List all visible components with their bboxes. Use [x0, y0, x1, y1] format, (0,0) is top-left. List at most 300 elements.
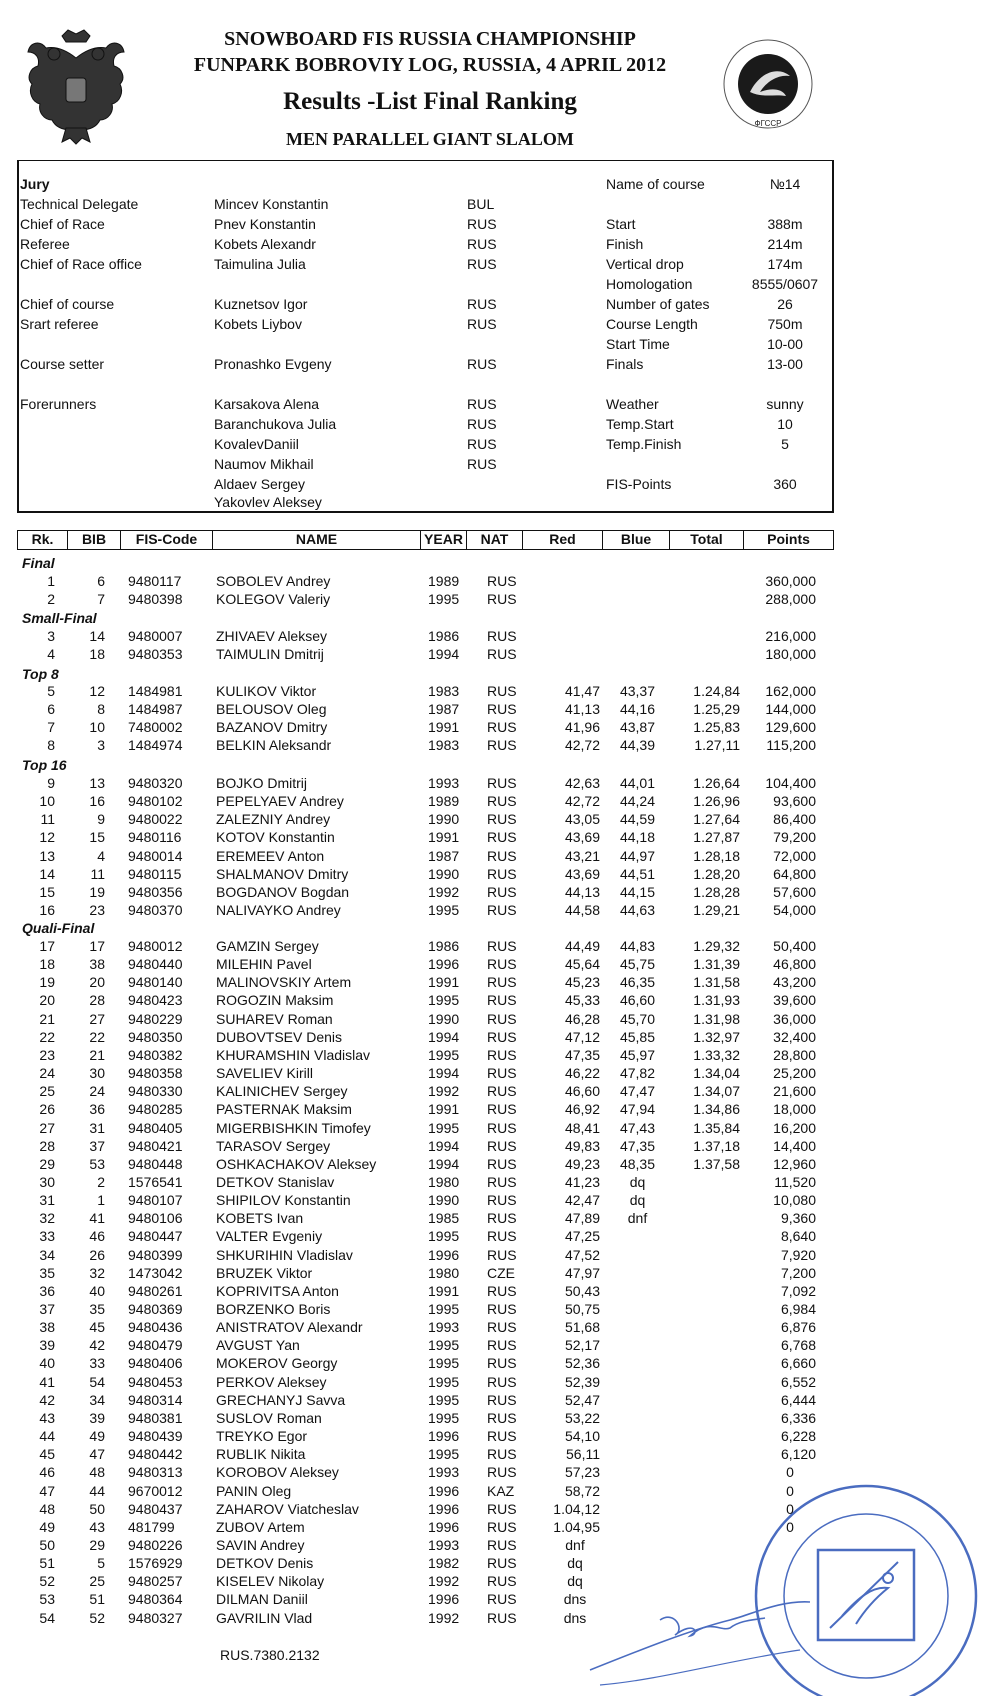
bib: 4: [97, 847, 105, 864]
points: 162,000: [765, 683, 816, 699]
points: 12,960: [773, 1155, 816, 1172]
red-run: 43,05: [564, 811, 600, 828]
fis-code: 9480261: [128, 1282, 183, 1299]
red-run: 1.04,12: [553, 1500, 600, 1517]
points: 360,000: [765, 573, 816, 589]
fis-code: 9480226: [128, 1536, 183, 1553]
column-header-blue: Blue: [603, 530, 670, 550]
jury-heading: Jury: [20, 176, 50, 192]
points: 18,000: [773, 1101, 816, 1118]
blue-run: 44,15: [619, 883, 656, 900]
course-value: №14: [769, 176, 801, 192]
red-run: 53,22: [564, 1409, 600, 1426]
red-run: 47,25: [564, 1228, 600, 1245]
nation: RUS: [487, 1591, 517, 1608]
result-row: [0, 1464, 992, 1482]
result-row: [0, 1101, 992, 1119]
column-header-name: NAME: [213, 530, 421, 550]
total-time: 1.26,64: [693, 775, 740, 791]
course-label: Temp.Finish: [606, 436, 682, 452]
course-label: Finals: [606, 356, 644, 372]
red-run: 52,39: [564, 1373, 600, 1390]
blue-run: 45,70: [619, 1010, 656, 1027]
result-row: [0, 775, 992, 793]
red-run: 50,75: [564, 1301, 600, 1317]
year: 1989: [428, 793, 460, 810]
athlete-name: PANIN Oleg: [216, 1482, 292, 1499]
course-label: Weather: [606, 396, 659, 412]
result-row: [0, 1355, 992, 1373]
year: 1992: [428, 1609, 460, 1626]
jury-role: Chief of Race: [20, 216, 105, 232]
red-run: 44,58: [564, 902, 600, 919]
result-row: [0, 992, 992, 1010]
rank: 12: [39, 829, 55, 846]
fis-code: 9480314: [128, 1391, 183, 1408]
course-value: 13-00: [767, 356, 803, 372]
red-run: 49,23: [564, 1155, 600, 1172]
fis-code: 1484974: [128, 737, 183, 754]
fis-code: 9480436: [128, 1319, 183, 1336]
athlete-name: PERKOV Aleksey: [216, 1373, 327, 1390]
result-row: [0, 793, 992, 811]
bib: 10: [89, 719, 105, 736]
fis-code: 9480358: [128, 1065, 183, 1082]
rank: 51: [39, 1555, 55, 1572]
nation: RUS: [487, 1319, 517, 1336]
athlete-name: BOJKO Dmitrij: [216, 775, 307, 791]
red-run: 47,35: [564, 1046, 600, 1063]
points: 11,520: [774, 1173, 816, 1190]
nation: RUS: [487, 573, 517, 589]
blue-run: 45,97: [619, 1046, 656, 1063]
blue-run: 46,60: [619, 992, 656, 1009]
red-run: 43,21: [564, 847, 600, 864]
red-run: 41,13: [564, 701, 600, 718]
fis-code: 9480453: [128, 1373, 183, 1390]
year: 1995: [428, 1046, 460, 1063]
athlete-name: SUHAREV Roman: [216, 1010, 333, 1027]
athlete-name: GRECHANYJ Savva: [216, 1391, 346, 1408]
points: 14,400: [773, 1137, 816, 1154]
red-run: 48,41: [564, 1119, 600, 1136]
year: 1996: [428, 1482, 460, 1499]
column-header-rk: Rk.: [17, 530, 68, 550]
rank: 8: [47, 737, 55, 754]
nation: RUS: [487, 591, 517, 608]
fis-code: 9480442: [128, 1446, 183, 1463]
championship-title: SNOWBOARD FIS RUSSIA CHAMPIONSHIP: [224, 28, 636, 50]
total-time: 1.32,97: [693, 1028, 740, 1045]
result-row: [0, 1065, 992, 1083]
year: 1991: [428, 829, 460, 846]
course-value: sunny: [766, 396, 804, 412]
course-label: Number of gates: [606, 296, 710, 312]
athlete-name: AVGUST Yan: [216, 1337, 300, 1354]
athlete-name: PASTERNAK Maksim: [216, 1101, 352, 1118]
year: 1995: [428, 591, 460, 608]
result-row: [0, 866, 992, 884]
fis-code: 9480107: [128, 1192, 183, 1209]
athlete-name: ZHIVAEV Aleksey: [216, 628, 328, 644]
total-time: 1.28,28: [693, 883, 740, 900]
points: 115,200: [766, 737, 816, 754]
total-time: 1.31,98: [693, 1010, 740, 1027]
athlete-name: SHALMANOV Dmitry: [216, 865, 349, 882]
course-label: Vertical drop: [606, 256, 684, 272]
points: 54,000: [773, 902, 816, 919]
jury-member-name: KovalevDaniil: [214, 436, 299, 452]
year: 1987: [428, 847, 460, 864]
points: 21,600: [773, 1083, 816, 1100]
rank: 44: [39, 1428, 55, 1445]
athlete-name: BELOUSOV Oleg: [216, 701, 327, 718]
rank: 19: [39, 974, 55, 991]
year: 1989: [428, 573, 460, 589]
year: 1994: [428, 1065, 460, 1082]
points: 6,336: [780, 1409, 816, 1426]
nation: RUS: [487, 1155, 517, 1172]
year: 1980: [428, 1173, 460, 1190]
fis-code: 9480364: [128, 1591, 183, 1608]
athlete-name: OSHKACHAKOV Aleksey: [216, 1155, 377, 1172]
fis-code: 9480022: [128, 811, 183, 828]
result-row: [0, 737, 992, 755]
year: 1990: [428, 1192, 460, 1209]
nation: RUS: [487, 646, 517, 663]
nation: RUS: [487, 1119, 517, 1136]
bib: 7: [97, 591, 105, 608]
nation: RUS: [487, 1391, 517, 1408]
nation: RUS: [487, 1464, 517, 1481]
fis-code: 9480406: [128, 1355, 183, 1372]
rank: 39: [39, 1337, 55, 1354]
nation: RUS: [487, 719, 517, 736]
athlete-name: BELKIN Aleksandr: [216, 737, 332, 754]
result-row: [0, 1337, 992, 1355]
course-label: Homologation: [606, 276, 693, 292]
fis-code: 9480421: [128, 1137, 183, 1154]
nation: RUS: [487, 1210, 517, 1227]
red-run: 46,60: [564, 1083, 600, 1100]
points: 36,000: [773, 1010, 816, 1027]
fis-code: 9480007: [128, 628, 183, 644]
bib: 31: [89, 1119, 105, 1136]
total-time: 1.31,93: [693, 992, 740, 1009]
result-row: [0, 1047, 992, 1065]
course-value: 8555/0607: [751, 276, 819, 292]
year: 1991: [428, 974, 460, 991]
fis-code: 1484981: [128, 683, 183, 699]
jury-member-nat: RUS: [467, 356, 497, 372]
nation: RUS: [487, 1192, 517, 1209]
fis-code: 9480115: [128, 865, 182, 882]
athlete-name: BOGDANOV Bogdan: [216, 883, 350, 900]
year: 1983: [428, 683, 460, 699]
jury-member-name: Kobets Alexandr: [214, 236, 316, 252]
jury-member-name: Kobets Liybov: [214, 316, 302, 332]
red-run: 47,12: [564, 1028, 600, 1045]
nation: RUS: [487, 701, 517, 718]
nation: RUS: [487, 883, 517, 900]
year: 1990: [428, 811, 460, 828]
athlete-name: SAVIN Andrey: [216, 1536, 305, 1553]
nation: RUS: [487, 1500, 517, 1517]
red-run: 42,47: [564, 1192, 600, 1209]
nation: RUS: [487, 1536, 517, 1553]
bib: 16: [89, 793, 105, 810]
result-row: [0, 829, 992, 847]
total-time: 1.25,29: [693, 701, 740, 718]
column-header-fiscode: FIS-Code: [121, 530, 213, 550]
year: 1992: [428, 883, 460, 900]
bib: 20: [89, 974, 105, 991]
course-label: Name of course: [606, 176, 705, 192]
fis-code: 9480447: [128, 1228, 183, 1245]
bib: 25: [89, 1573, 105, 1590]
red-run: 50,43: [564, 1282, 600, 1299]
nation: RUS: [487, 938, 517, 954]
blue-run: 43,87: [619, 719, 656, 736]
rank: 45: [39, 1446, 55, 1463]
result-row: [0, 1591, 992, 1609]
year: 1995: [428, 1373, 460, 1390]
athlete-name: KOROBOV Aleksey: [216, 1464, 339, 1481]
bib: 6: [97, 573, 105, 589]
rank: 9: [47, 775, 55, 791]
blue-run: 44,24: [619, 793, 656, 810]
fis-code: 7480002: [128, 719, 183, 736]
red-run: 47,97: [564, 1264, 600, 1281]
athlete-name: DETKOV Stanislav: [216, 1173, 335, 1190]
fis-code: 9480014: [128, 847, 183, 864]
nation: RUS: [487, 1409, 517, 1426]
total-time: 1.29,21: [693, 902, 740, 919]
result-row: [0, 1011, 992, 1029]
result-row: [0, 591, 992, 609]
blue-run: 47,82: [619, 1065, 656, 1082]
result-row: [0, 811, 992, 829]
fis-code: 9480330: [128, 1083, 183, 1100]
athlete-name: ZAHAROV Viatcheslav: [216, 1500, 359, 1517]
red-run: 42,72: [564, 793, 600, 810]
result-row: [0, 628, 992, 646]
year: 1996: [428, 1246, 460, 1263]
jury-member-nat: RUS: [467, 456, 497, 472]
year: 1995: [428, 992, 460, 1009]
nation: RUS: [487, 1446, 517, 1463]
red-run: dnf: [565, 1536, 585, 1553]
points: 288,000: [765, 591, 816, 608]
bib: 9: [97, 811, 105, 828]
fis-code: 9670012: [128, 1482, 183, 1499]
year: 1994: [428, 646, 460, 663]
result-row: [0, 1174, 992, 1192]
year: 1995: [428, 902, 460, 919]
athlete-name: MOKEROV Georgy: [216, 1355, 338, 1372]
rank: 16: [39, 902, 55, 919]
year: 1996: [428, 1518, 460, 1535]
fis-code: 9480439: [128, 1428, 183, 1445]
nation: RUS: [487, 1355, 517, 1372]
course-value: 26: [777, 296, 793, 312]
result-row: [0, 1573, 992, 1591]
nation: RUS: [487, 793, 517, 810]
athlete-name: KULIKOV Viktor: [216, 683, 317, 699]
bib: 35: [89, 1301, 105, 1317]
points: 7,092: [780, 1282, 816, 1299]
fis-code: 9480012: [128, 938, 183, 954]
result-row: [0, 884, 992, 902]
result-row: [0, 701, 992, 719]
year: 1987: [428, 701, 460, 718]
total-time: 1.33,32: [693, 1046, 740, 1063]
year: 1986: [428, 628, 460, 644]
blue-run: 44,59: [619, 811, 656, 828]
jury-role: Course setter: [20, 356, 105, 372]
result-row: [0, 1537, 992, 1555]
year: 1993: [428, 775, 460, 791]
coat-of-arms-emblem: [22, 28, 130, 146]
points: 43,200: [773, 974, 816, 991]
athlete-name: EREMEEV Anton: [216, 847, 325, 864]
fis-code: 9480116: [128, 829, 182, 846]
jury-course-box: [17, 160, 834, 513]
group-label: Top 16: [22, 757, 67, 773]
federation-logo: [720, 36, 816, 132]
course-value: 10: [777, 416, 793, 432]
points: 8,640: [780, 1228, 816, 1245]
total-time: 1.34,04: [693, 1065, 740, 1082]
bib: 34: [89, 1391, 105, 1408]
fis-code: 9480398: [128, 591, 183, 608]
red-run: dns: [563, 1609, 587, 1626]
jury-member-nat: RUS: [467, 396, 497, 412]
fis-code: 1576541: [128, 1173, 183, 1190]
result-row: [0, 1519, 992, 1537]
fis-code: 9480479: [128, 1337, 183, 1354]
rank: 2: [47, 591, 55, 608]
bib: 54: [89, 1373, 105, 1390]
year: 1994: [428, 1137, 460, 1154]
rank: 47: [39, 1482, 55, 1499]
athlete-name: BRUZEK Viktor: [216, 1264, 313, 1281]
nation: RUS: [487, 1065, 517, 1082]
blue-run: 47,43: [619, 1119, 656, 1136]
course-label: Start Time: [606, 336, 670, 352]
bib: 2: [97, 1173, 105, 1190]
result-row: [0, 1029, 992, 1047]
nation: RUS: [487, 974, 517, 991]
fis-code: 9480353: [128, 646, 183, 663]
year: 1991: [428, 1282, 460, 1299]
fis-code: 9480405: [128, 1119, 183, 1136]
points: 50,400: [773, 938, 816, 954]
result-row: [0, 1319, 992, 1337]
blue-run: dq: [629, 1192, 646, 1209]
points: 10,080: [773, 1192, 816, 1209]
red-run: 56,11: [566, 1446, 600, 1463]
athlete-name: MALINOVSKIY Artem: [216, 974, 352, 991]
bib: 13: [89, 775, 105, 791]
course-value: 360: [773, 476, 797, 492]
fis-code: 9480382: [128, 1046, 183, 1063]
rank: 25: [39, 1083, 55, 1100]
jury-member-nat: RUS: [467, 236, 497, 252]
red-run: 52,17: [564, 1337, 600, 1354]
fis-code: 1473042: [128, 1264, 183, 1281]
rank: 46: [39, 1464, 55, 1481]
points: 93,600: [773, 793, 816, 810]
bib: 19: [89, 883, 105, 900]
athlete-name: TARASOV Sergey: [216, 1137, 331, 1154]
result-row: [0, 938, 992, 956]
course-value: 750m: [767, 316, 803, 332]
nation: RUS: [487, 1046, 517, 1063]
red-run: 41,47: [564, 683, 600, 699]
fis-code: 9480369: [128, 1301, 183, 1317]
fis-code: 9480350: [128, 1028, 183, 1045]
year: 1995: [428, 1391, 460, 1408]
total-time: 1.28,18: [693, 847, 740, 864]
year: 1995: [428, 1119, 460, 1136]
bib: 14: [89, 628, 105, 644]
jury-member-name: Yakovlev Aleksey: [214, 494, 322, 510]
fis-code: 9480440: [128, 956, 183, 973]
course-value: 5: [781, 436, 789, 452]
rank: 49: [39, 1518, 55, 1535]
points: 0: [786, 1482, 794, 1499]
bib: 42: [89, 1337, 105, 1354]
column-header-bib: BIB: [68, 530, 121, 550]
jury-member-name: Baranchukova Julia: [214, 416, 337, 432]
bib: 21: [89, 1046, 105, 1063]
bib: 23: [89, 902, 105, 919]
bib: 40: [89, 1282, 105, 1299]
column-header-red: Red: [523, 530, 603, 550]
course-value: 174m: [767, 256, 803, 272]
nation: RUS: [487, 1518, 517, 1535]
bib: 27: [89, 1010, 105, 1027]
course-value: 10-00: [767, 336, 803, 352]
fis-code: 9480448: [128, 1155, 183, 1172]
nation: RUS: [487, 811, 517, 828]
rank: 5: [47, 683, 55, 699]
bib: 39: [89, 1409, 105, 1426]
nation: CZE: [487, 1264, 515, 1281]
year: 1983: [428, 737, 460, 754]
red-run: dns: [563, 1591, 587, 1608]
year: 1995: [428, 1228, 460, 1245]
venue-date-title: FUNPARK BOBROVIY LOG, RUSSIA, 4 APRIL 2012: [193, 54, 667, 76]
points: 144,000: [765, 701, 816, 718]
bib: 1: [97, 1192, 105, 1209]
red-run: 45,64: [564, 956, 600, 973]
rank: 4: [47, 646, 55, 663]
nation: RUS: [487, 829, 517, 846]
jury-member-nat: RUS: [467, 256, 497, 272]
nation: RUS: [487, 1137, 517, 1154]
bib: 8: [97, 701, 105, 718]
total-time: 1.35,84: [693, 1119, 740, 1136]
points: 104,400: [765, 775, 816, 791]
group-label: Quali-Final: [22, 920, 95, 936]
nation: RUS: [487, 1246, 517, 1263]
result-row: [0, 719, 992, 737]
nation: RUS: [487, 737, 517, 754]
rank: 31: [39, 1192, 55, 1209]
fis-code: 1576929: [128, 1555, 183, 1572]
